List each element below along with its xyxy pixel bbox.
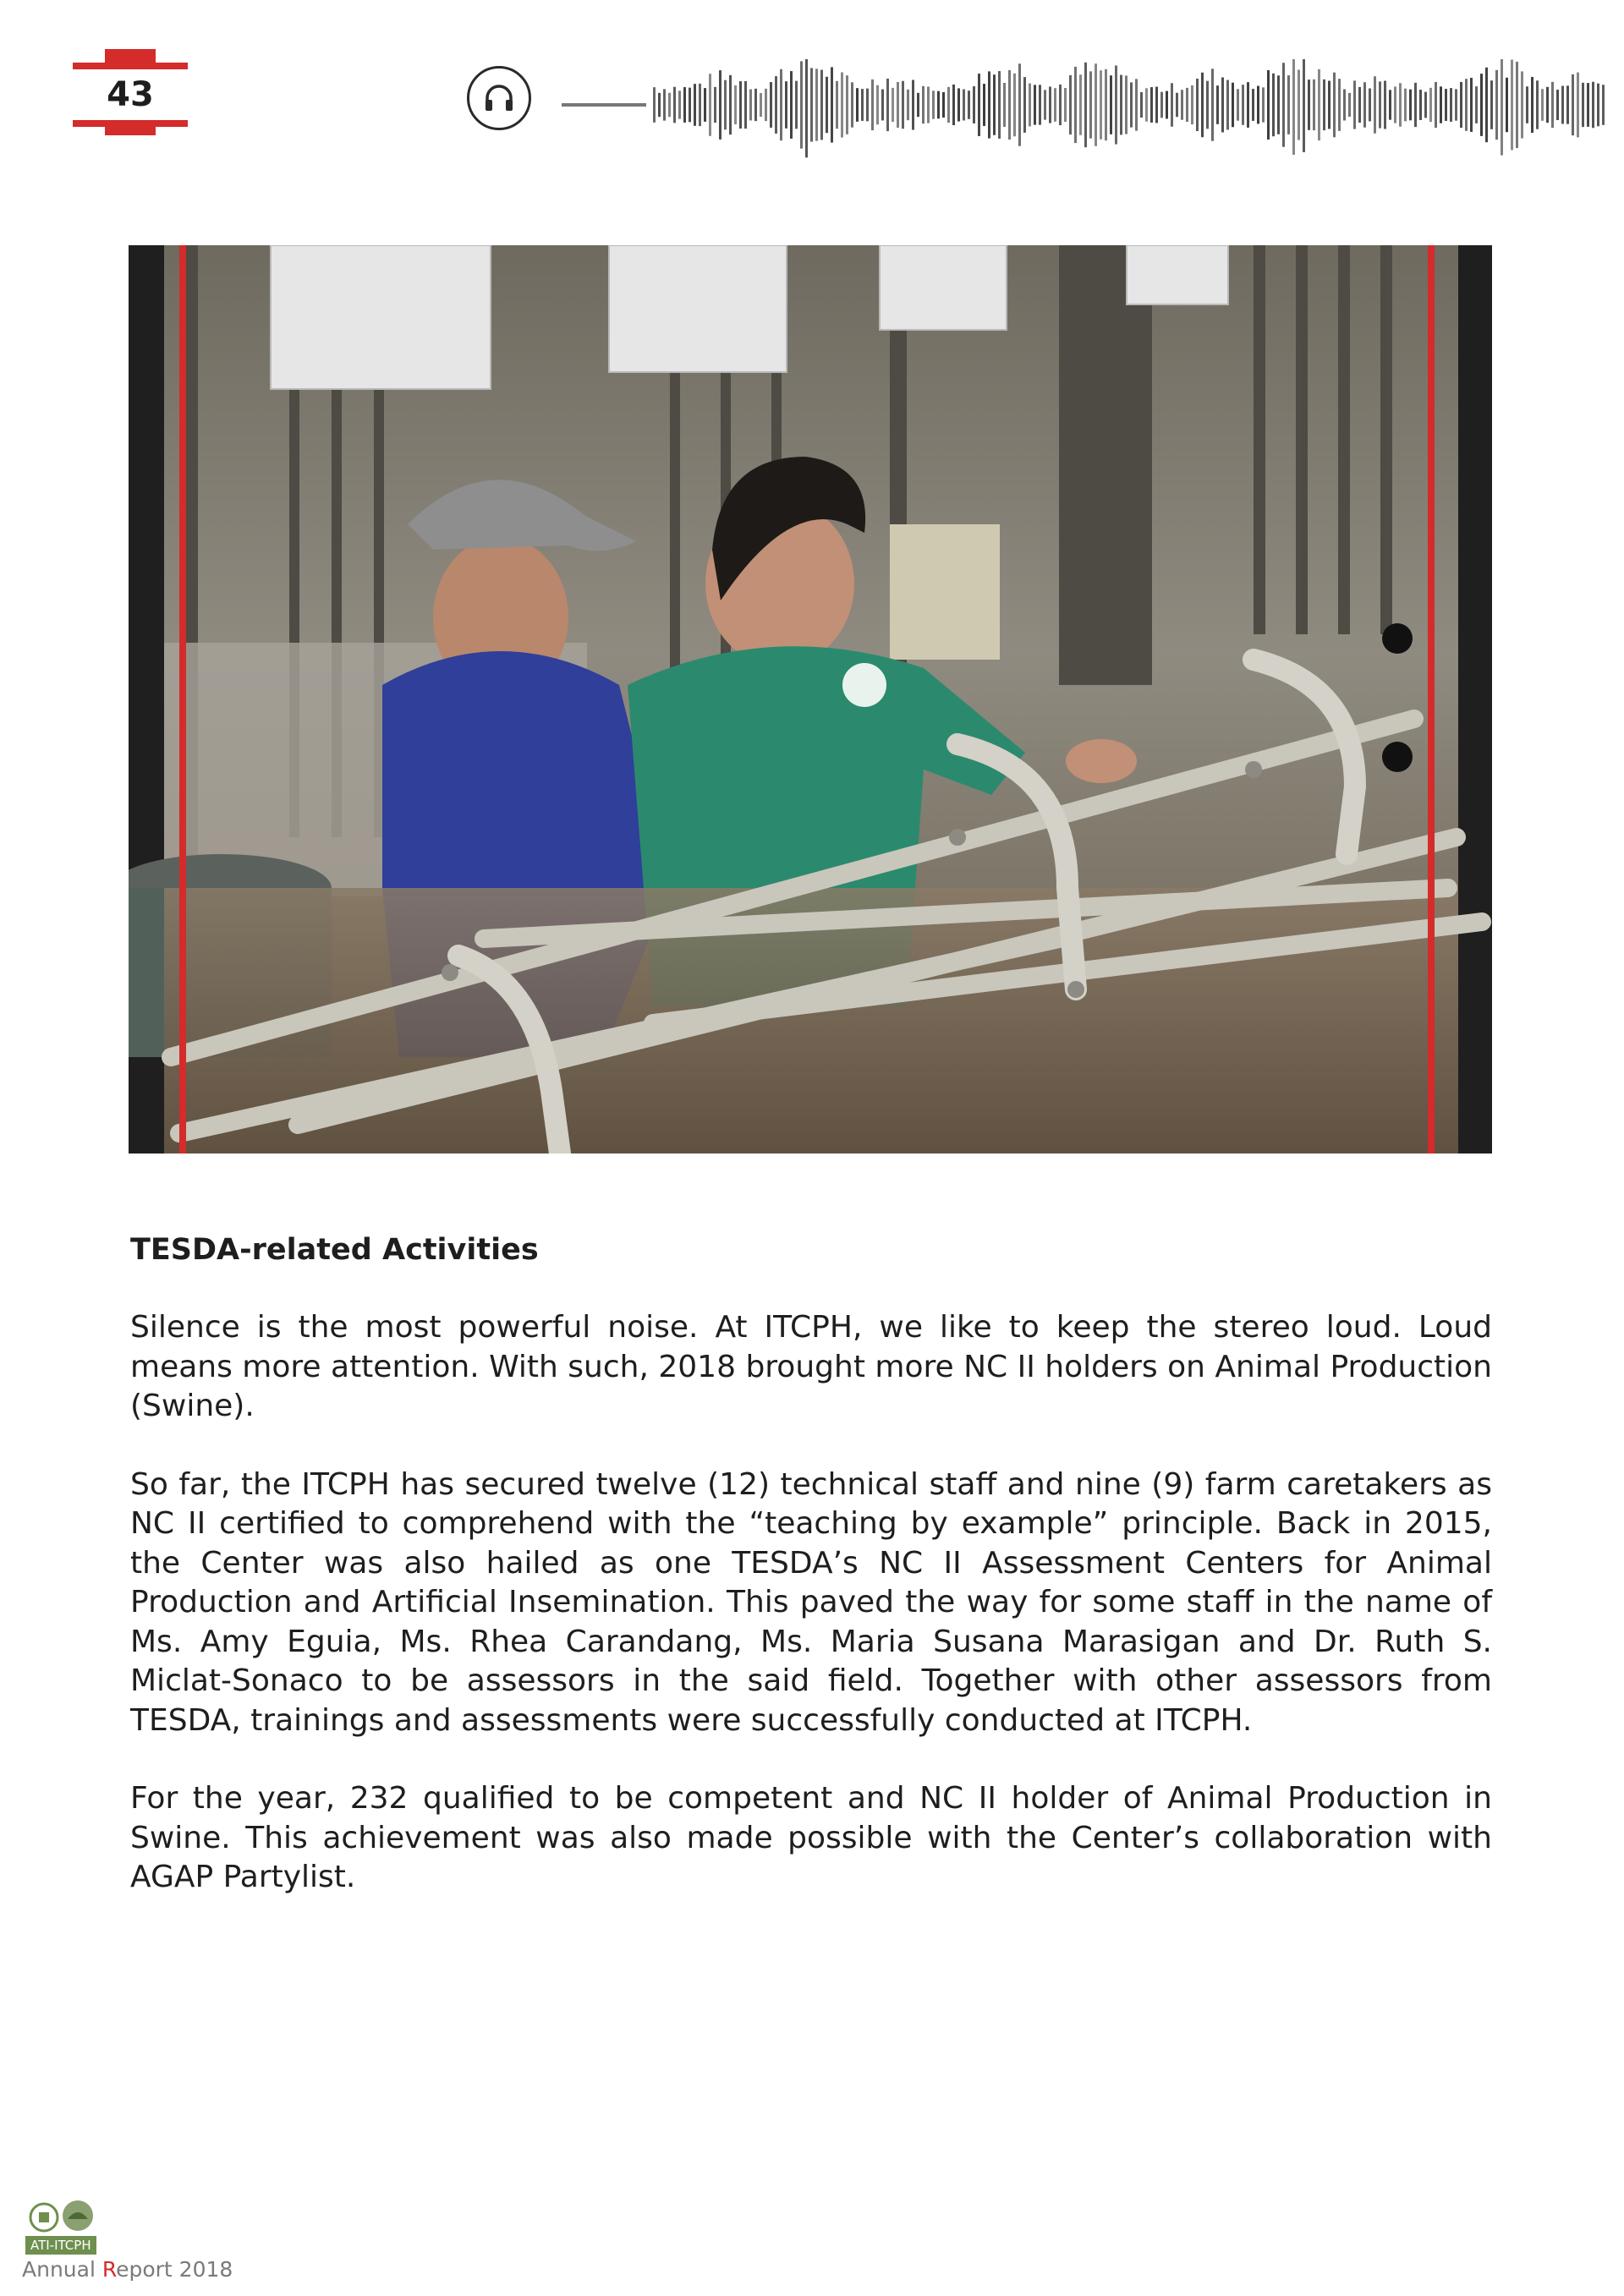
waveform-bar — [1389, 90, 1391, 119]
waveform-bar — [1546, 87, 1549, 123]
waveform-bar — [1125, 75, 1127, 134]
waveform-bar — [1399, 83, 1402, 127]
waveform-bar — [973, 86, 975, 123]
footer-branding — [19, 2199, 233, 2283]
waveform-bar — [1440, 86, 1442, 123]
waveform-bar — [729, 75, 732, 134]
waveform-bar — [1084, 63, 1087, 147]
waveform-bar — [1160, 92, 1163, 118]
waveform-bar — [1044, 90, 1046, 119]
page-number-bar — [73, 120, 188, 127]
waveform-bar — [785, 81, 787, 129]
audio-player — [467, 59, 1617, 178]
waveform-bar — [1095, 63, 1097, 146]
waveform-bar — [876, 85, 879, 125]
waveform-bar — [841, 72, 843, 137]
waveform-bar — [993, 74, 996, 135]
waveform-bar — [1252, 89, 1254, 121]
waveform-bar — [1592, 82, 1594, 128]
waveform-bar — [1495, 70, 1498, 140]
waveform-bar — [1414, 83, 1417, 127]
waveform-bar — [1287, 75, 1290, 134]
waveform-bar — [1074, 67, 1077, 143]
paragraph-2: So far, the ITCPH has secured twelve (12) technical staff and nine (9) farm caretakers as NC II certified to comprehend with the “teaching by example” principle. Back in 2015, the Center was also hailed as one TESDA’s NC II Assessment Centers for Animal Production and Artificial Insemination. This paved the way for some staff in the name of Ms. Amy Eguia, Ms. Rhea Carandang, Ms. Maria Susana Marasigan and Dr. Ruth S. Miclat-Sonaco to be assessors in the said field. Together with other assessors from TESDA, trainings and assessments were successfully conducted at ITCPH. — [130, 1466, 1492, 1738]
waveform-bar — [1343, 89, 1346, 120]
page-number-badge — [73, 49, 188, 129]
waveform-bar — [694, 84, 696, 126]
waveform-bar — [1216, 85, 1219, 124]
waveform-bar — [739, 81, 742, 129]
waveform-bar — [1303, 59, 1305, 152]
waveform-bar — [1577, 73, 1579, 138]
waveform-bar — [1115, 65, 1117, 144]
waveform-bar — [998, 71, 1001, 139]
waveform-bar — [1379, 81, 1381, 128]
waveform-bar — [805, 59, 808, 157]
waveform-bar — [1353, 80, 1356, 129]
waveform-bar — [1582, 83, 1584, 127]
waveform-bar — [957, 88, 960, 121]
waveform-bar — [1242, 85, 1244, 125]
waveform-bar — [1435, 82, 1437, 128]
waveform-bar — [1455, 89, 1457, 120]
report-initial: R — [102, 2257, 117, 2282]
waveform-bar — [1450, 88, 1452, 122]
tesda-section — [130, 1230, 1492, 1937]
waveform-bar — [714, 87, 716, 123]
waveform-bar — [1506, 78, 1508, 132]
waveform-bar — [810, 68, 813, 141]
waveform-bar — [1369, 89, 1371, 122]
waveform-bar — [744, 81, 747, 129]
waveform-bar — [1460, 82, 1462, 128]
page-number-bar — [105, 127, 156, 135]
section-heading: TESDA-related Activities — [130, 1233, 539, 1267]
waveform-bar — [1313, 79, 1315, 130]
waveform-bar — [699, 84, 701, 126]
waveform-bar — [1003, 83, 1006, 127]
waveform-bar — [1298, 69, 1300, 140]
waveform-bar — [775, 76, 777, 134]
waveform-bar — [1602, 85, 1605, 125]
waveform-bar — [709, 74, 711, 136]
waveform-bar — [1490, 80, 1493, 129]
waveform-bar — [1424, 92, 1427, 118]
waveform-bar — [1587, 83, 1589, 127]
waveform-bar — [790, 71, 793, 139]
annual-word: Annual — [22, 2257, 96, 2282]
waveform-bar — [1323, 79, 1325, 130]
waveform-bar — [1561, 86, 1564, 124]
paragraph-3: For the year, 232 qualified to be competent and NC II holder of Animal Production in Swine. This achievement was also made possible with the Center’s collaboration with AGAP Partylist. — [130, 1781, 1492, 1894]
waveform-bar — [668, 93, 671, 117]
waveform-bar — [1089, 71, 1092, 138]
waveform-bar — [1475, 86, 1478, 123]
waveform-bar — [983, 84, 985, 126]
waveform-bar — [1232, 83, 1234, 128]
waveform-bar — [678, 90, 681, 118]
waveform-bar — [922, 86, 924, 123]
waveform-bar — [1100, 70, 1102, 140]
waveform-bar — [1166, 91, 1168, 119]
waveform-bar — [1079, 74, 1082, 135]
waveform-bar — [886, 79, 889, 131]
waveform-bar — [1374, 76, 1376, 134]
waveform-bar — [836, 81, 838, 129]
waveform-bar — [861, 89, 864, 121]
waveform-bar — [724, 80, 727, 130]
waveform-bar — [1237, 89, 1239, 120]
waveform-bar — [1013, 74, 1016, 136]
waveform-bar — [1206, 81, 1209, 129]
waveform-bar — [968, 90, 970, 119]
waveform-bar — [1247, 82, 1249, 128]
waveform-bar — [1272, 74, 1275, 136]
waveform-bar — [1176, 93, 1178, 118]
paragraph-1: Silence is the most powerful noise. At ITCPH, we like to keep the stereo loud. Loud means more attention. With such, 2018 brought more NC II holders on Animal Production (Swine). — [130, 1310, 1492, 1423]
waveform-bar — [846, 75, 848, 134]
waveform-bar — [1308, 79, 1310, 130]
waveform-bar — [1338, 79, 1341, 131]
waveform-bar — [683, 87, 686, 123]
waveform-bar — [689, 88, 691, 123]
page-number-bar — [105, 49, 156, 63]
waveform-bar — [1034, 85, 1036, 124]
waveform-bar — [1333, 73, 1336, 138]
waveform-bar — [1277, 75, 1280, 134]
waveform-bar — [932, 90, 935, 118]
waveform-bar — [1221, 78, 1224, 133]
waveform-bar — [1465, 79, 1468, 131]
waveform-bar — [1511, 60, 1513, 151]
page-number-bar — [73, 63, 188, 69]
waveform-bar — [1556, 90, 1559, 120]
waveform-bar — [1262, 87, 1265, 122]
waveform-bar — [1566, 85, 1569, 123]
waveform-bar — [704, 88, 706, 122]
waveform-bar — [856, 88, 859, 122]
waveform-bar — [1541, 89, 1544, 121]
waveform-bar — [1485, 68, 1488, 142]
waveform-bar — [831, 67, 833, 142]
waveform-bar — [1140, 92, 1143, 118]
waveform-bar — [1480, 74, 1483, 136]
annual-report-label — [22, 2256, 233, 2283]
waveform-bar — [1348, 93, 1351, 117]
waveform-bar — [1145, 88, 1148, 121]
waveform-bar — [1029, 84, 1031, 127]
waveform-bar — [1404, 89, 1407, 122]
waveform-bar — [826, 77, 828, 133]
waveform-bar — [1521, 71, 1523, 138]
waveform-bar — [1445, 89, 1447, 121]
waveform-bar — [952, 85, 955, 125]
waveform-bar — [892, 88, 894, 122]
waveform-bar — [881, 90, 884, 121]
waveform-bar — [851, 82, 853, 127]
waveform-bar — [653, 87, 656, 123]
waveform-bar — [663, 89, 666, 120]
waveform-bar — [1226, 80, 1229, 130]
waveform-bar — [1358, 87, 1361, 123]
waveform-bar — [1470, 78, 1473, 132]
waveform-bar — [1039, 85, 1041, 124]
waveform-bar — [1008, 70, 1011, 140]
waveform-bar — [1536, 80, 1539, 129]
waveform-bar — [719, 70, 721, 140]
ati-logo-icon — [25, 2199, 102, 2234]
report-rest: eport 2018 — [116, 2257, 233, 2282]
photo-illustration — [129, 245, 1492, 1153]
waveform-bar — [1257, 86, 1259, 124]
waveform-bar — [1191, 85, 1193, 124]
headphone-icon — [483, 82, 515, 114]
waveform-bar — [1394, 86, 1396, 123]
waveform-bar — [871, 79, 874, 130]
waveform-bar — [1135, 79, 1138, 130]
waveform-bar — [760, 93, 762, 117]
waveform-bar — [815, 68, 818, 140]
waveform-bar — [765, 89, 767, 121]
logo-tag: ATI-ITCPH — [25, 2236, 96, 2255]
waveform-bar — [902, 81, 904, 129]
waveform-bar — [1186, 88, 1188, 122]
waveform-bar — [1023, 77, 1026, 133]
waveform-bar — [1292, 59, 1295, 155]
waveform-bar — [1155, 87, 1158, 123]
waveform-bar — [800, 61, 803, 148]
waveform-bar — [780, 69, 782, 140]
waveform-bar — [897, 82, 899, 128]
waveform-bar — [1018, 63, 1021, 145]
waveform-bar — [749, 90, 752, 121]
waveform-bar — [1501, 59, 1503, 156]
waveform-bar — [1409, 90, 1412, 121]
waveform-bar — [988, 71, 990, 138]
waveform-bar — [1363, 82, 1366, 128]
waveform-bar — [1318, 69, 1320, 140]
waveform-bar — [1171, 83, 1173, 127]
waveform-bar — [1516, 62, 1518, 148]
waveform-bar — [912, 79, 914, 129]
waveform-bar — [963, 90, 965, 121]
waveform-bar — [927, 86, 930, 123]
waveform-bar — [1551, 82, 1554, 128]
page-number: 43 — [107, 75, 154, 114]
waveform-bar — [1069, 75, 1072, 134]
waveform-bar — [1211, 68, 1214, 140]
waveform-bar — [1059, 85, 1062, 125]
waveform-bar — [1384, 81, 1386, 129]
audio-waveform[interactable] — [562, 59, 1610, 178]
waveform-bar — [1105, 69, 1107, 140]
waveform-bar — [1054, 88, 1056, 122]
waveform-bar — [1597, 84, 1599, 127]
waveform-bar — [1429, 88, 1432, 122]
waveform-bar — [937, 91, 940, 119]
waveform-bar — [1282, 63, 1285, 146]
waveform-bar — [795, 81, 798, 129]
waveform-bar — [658, 93, 661, 117]
photo-tesda-training — [129, 245, 1492, 1153]
waveform-bar — [942, 92, 945, 118]
waveform-bar — [1267, 70, 1270, 140]
waveform-bar — [1196, 79, 1199, 131]
waveform-bar — [1049, 86, 1051, 123]
waveform-bar — [978, 74, 980, 136]
waveform-bar — [947, 87, 950, 123]
waveform-bar — [1150, 87, 1153, 123]
waveform-lead-line — [562, 103, 646, 107]
audio-play-button[interactable] — [467, 66, 531, 130]
waveform-bar — [1526, 86, 1528, 123]
waveform-bar — [770, 82, 772, 128]
waveform-bar — [1064, 88, 1067, 122]
waveform-bar — [866, 89, 869, 122]
waveform-bar — [1130, 82, 1133, 127]
waveform-bar — [1201, 73, 1204, 137]
waveform-bar — [673, 87, 676, 123]
waveform-bar — [754, 89, 757, 121]
waveform-bar — [1181, 90, 1183, 119]
waveform-bar — [1419, 90, 1422, 120]
waveform-bar — [1120, 75, 1122, 135]
waveform-bar — [820, 70, 823, 140]
waveform-bar — [734, 85, 737, 124]
waveform-bar — [907, 90, 909, 120]
waveform-bar — [1328, 81, 1330, 129]
waveform-bar — [1572, 74, 1574, 135]
waveform-bar — [1531, 77, 1533, 133]
waveform-bar — [1110, 75, 1112, 134]
waveform-bar — [917, 93, 919, 117]
